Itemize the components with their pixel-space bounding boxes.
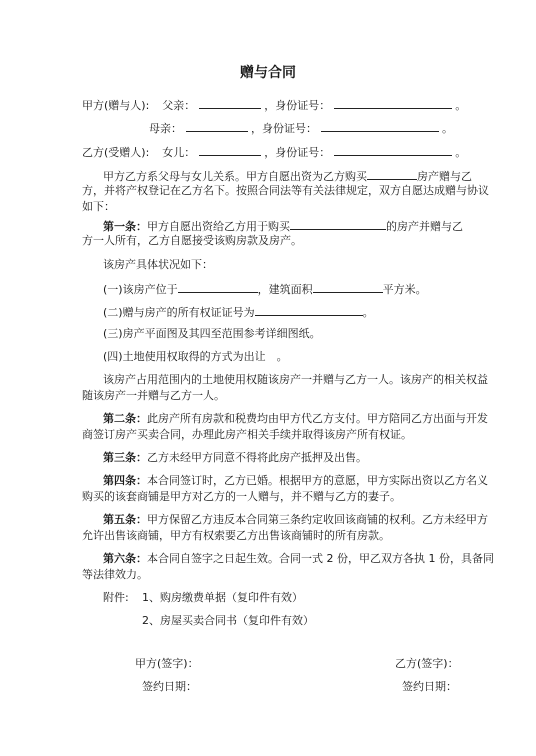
article-4-label: 第四条： <box>103 474 147 487</box>
article-5-label: 第五条： <box>103 513 147 526</box>
details-item-1 <box>103 281 427 297</box>
land-line-1: 该房产占用范围内的土地使用权随该房产一并赠与乙方一人。该房产的相关权益 <box>103 373 488 386</box>
article-2-text-1: 此房产所有房款和税费均由甲方代乙方支付。甲方陪同乙方出面与开发 <box>147 412 488 425</box>
article-1-text-1a: 甲方自愿出资给乙方用于购买 <box>147 220 290 233</box>
article-1-text-1b: 的房产并赠与乙 <box>386 220 463 233</box>
details-heading: 该房产具体状况如下： <box>103 258 213 271</box>
father-label: 父亲： <box>162 99 196 112</box>
article-1-line-2: 方一人所有，乙方自愿接受该购房款及房产。 <box>82 234 302 247</box>
daughter-name-blank <box>199 144 261 156</box>
article-2-line-2: 商签订房产买卖合同，办理此房产相关手续并取得该房产所有权证。 <box>82 428 412 441</box>
article-1-property-blank <box>290 218 386 230</box>
intro-text-1b: 房产赠与乙 <box>417 170 472 183</box>
article-2-label: 第二条： <box>103 412 147 425</box>
article-5-line-1 <box>103 513 488 527</box>
article-5-text-1: 甲方保留乙方违反本合同第三条约定收回该商铺的权利。乙方未经甲方 <box>147 513 488 526</box>
article-6-line-2: 等法律效力。 <box>82 568 148 581</box>
intro-line-3: 如下： <box>82 200 115 213</box>
mother-label: 母亲： <box>149 122 182 135</box>
article-4-text-1: 本合同签订时，乙方已婚。根据甲方的意愿，甲方实际出资以乙方名义 <box>147 474 488 487</box>
party-b-date-label: 签约日期： <box>402 680 457 693</box>
article-6-label: 第六条： <box>103 552 147 565</box>
article-6-text-1: 本合同自签字之日起生效。合同一式 2 份，甲乙双方各执 1 份，具备同 <box>147 552 494 565</box>
details-item-3: (三)房产平面图及其四至范围参考详细图纸。 <box>103 327 321 340</box>
details-area-blank <box>313 281 383 293</box>
party-b-signature-label: 乙方(签字)： <box>395 657 459 670</box>
article-1-label: 第一条： <box>103 220 147 233</box>
article-4-line-1 <box>103 474 488 488</box>
intro-property-blank <box>367 168 417 180</box>
father-id-blank <box>334 97 452 109</box>
details-location-blank <box>178 281 258 293</box>
details-item-1-unit: 平方米。 <box>382 283 427 296</box>
party-b-row <box>82 144 466 160</box>
party-a-label: 甲方(赠与人): <box>82 99 150 112</box>
mother-name-blank <box>186 120 248 132</box>
article-4-line-2: 购买的该套商铺是甲方对乙方的一人赠与，并不赠与乙方的妻子。 <box>82 490 401 503</box>
party-a-date-label: 签约日期： <box>142 680 197 693</box>
article-3-line-1 <box>103 451 367 465</box>
intro-line-1 <box>103 168 472 184</box>
article-5-line-2: 允许出售该商铺，甲方有权索要乙方出售该商铺时的所有房款。 <box>82 529 390 542</box>
father-id-label: ，身份证号： <box>264 99 331 112</box>
details-item-4: (四)土地使用权取得的方式为出让 。 <box>103 350 288 363</box>
article-1-line-1 <box>103 218 463 234</box>
mother-row <box>149 120 453 136</box>
article-2-line-1 <box>103 412 488 426</box>
daughter-period: 。 <box>455 146 467 159</box>
father-period: 。 <box>455 99 467 112</box>
mother-id-blank <box>321 120 439 132</box>
father-name-blank <box>199 97 261 109</box>
article-3-text-1: 乙方未经甲方同意不得将此房产抵押及出售。 <box>147 451 367 464</box>
article-3-label: 第三条： <box>103 451 147 464</box>
party-b-label: 乙方(受赠人): <box>82 146 150 159</box>
intro-line-2: 方，并将产权登记在乙方名下。按照合同法等有关法律规定，双方自愿达成赠与协议 <box>82 184 489 197</box>
mother-id-label: ，身份证号： <box>251 122 317 135</box>
details-item-1-area-label: ，建筑面积 <box>257 283 313 296</box>
party-a-row <box>82 97 466 113</box>
details-item-2-label: (二)赠与房产的所有权证证号为 <box>103 306 255 319</box>
details-item-2 <box>103 304 374 320</box>
daughter-label: 女儿： <box>162 146 196 159</box>
attachment-item-2: 2、房屋买卖合同书（复印件有效） <box>142 614 314 627</box>
daughter-id-blank <box>334 144 452 156</box>
mother-period: 。 <box>442 122 453 135</box>
daughter-id-label: ，身份证号： <box>264 146 331 159</box>
details-item-1-location-label: (一)该房产位于 <box>103 283 178 296</box>
attachments-label: 附件: <box>103 591 129 604</box>
intro-text-1a: 甲方乙方系父母与女儿关系。甲方自愿出资为乙方购买 <box>103 170 367 183</box>
details-item-2-period: 。 <box>362 306 374 319</box>
party-a-signature-label: 甲方(签字)： <box>135 657 199 670</box>
document-title: 赠与合同 <box>240 65 296 81</box>
attachment-item-1: 1、购房缴费单据（复印件有效） <box>142 591 303 604</box>
article-6-line-1 <box>103 552 494 566</box>
land-line-2: 随该房产一并赠与乙方一人。 <box>82 389 225 402</box>
details-cert-number-blank <box>255 304 363 316</box>
